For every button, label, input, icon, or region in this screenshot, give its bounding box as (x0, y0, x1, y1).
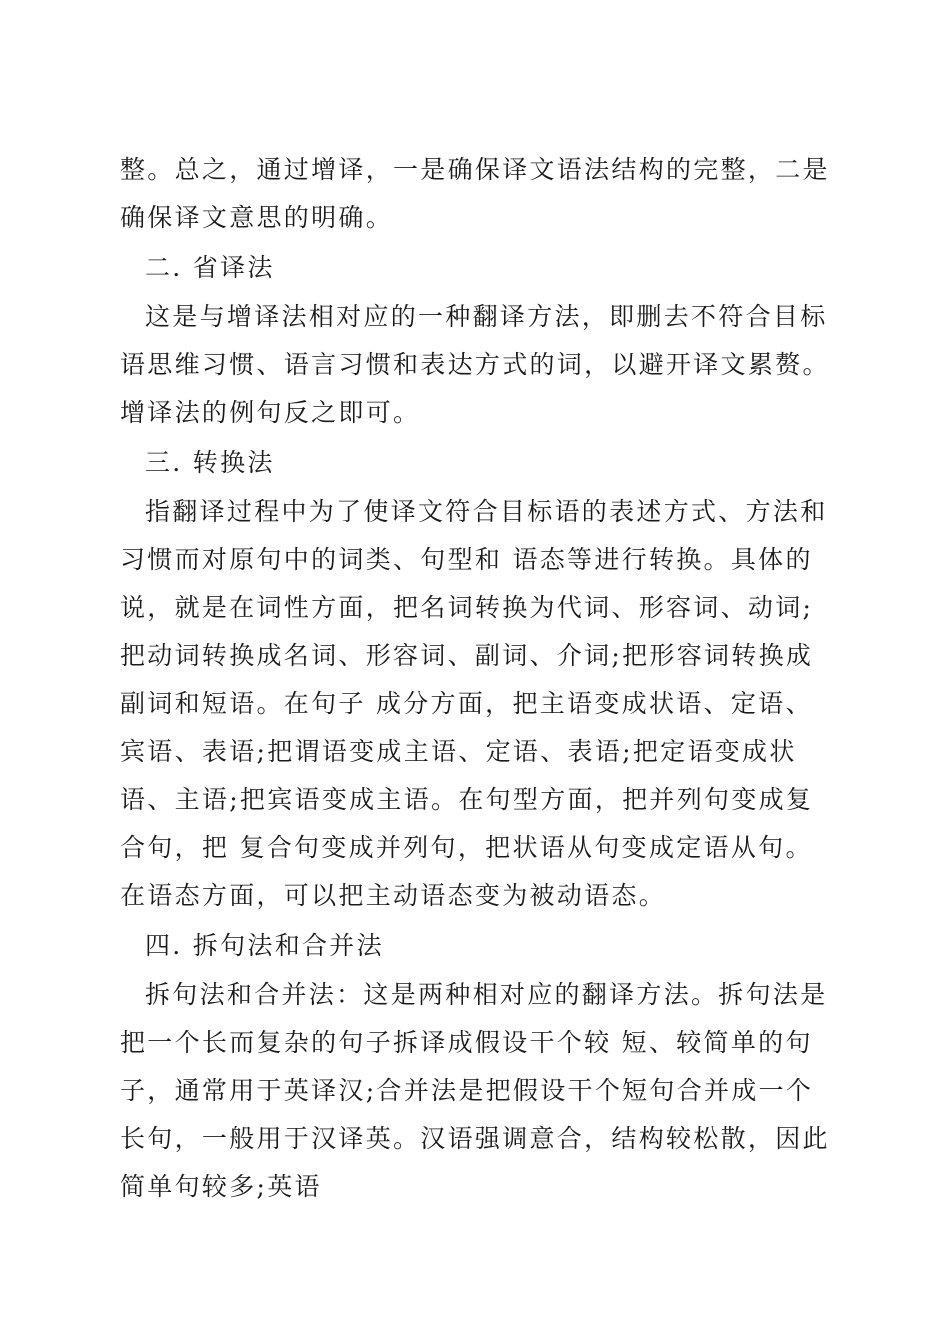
paragraph-conversion: 指翻译过程中为了使译文符合目标语的表述方式、方法和习惯而对原句中的词类、句型和 语态等进行转换。具体的说，就是在词性方面，把名词转换为代词、形容词、动词;把动词转换成名词、形容词、副词、介词;把形容词转换成副词和短语。在句子 成分方面，把主语变成状语、定语、宾语、表语;把谓语变成主语、定语、表语;把定语变成状语、主语;把宾语变成主语。在句型方面，把并列句变成复合句，把 复合句变成并列句，把状语从句变成定语从句。在语态方面，可以把主动语态变为被动语态。 (120, 497, 828, 910)
section-heading-omission: 二. 省译法 (145, 253, 275, 282)
paragraph-continuation: 整。总之，通过增译，一是确保译文语法结构的完整，二是确保译文意思的明确。 (120, 155, 830, 232)
section-heading-split-combine: 四. 拆句法和合并法 (145, 931, 384, 960)
document-body (120, 146, 835, 1211)
paragraph-split-combine: 拆句法和合并法：这是两种相对应的翻译方法。拆句法是把一个长而复杂的句子拆译成假设干个较 短、较简单的句子，通常用于英译汉;合并法是把假设干个短句合并成一个长句，一般用于汉译英。汉语强调意合，结构较松散，因此简单句较多;英语 (120, 980, 830, 1201)
section-heading-conversion: 三. 转换法 (145, 448, 275, 477)
paragraph-omission: 这是与增译法相对应的一种翻译方法，即删去不符合目标语思维习惯、语言习惯和表达方式的词，以避开译文累赘。增译法的例句反之即可。 (120, 302, 830, 427)
